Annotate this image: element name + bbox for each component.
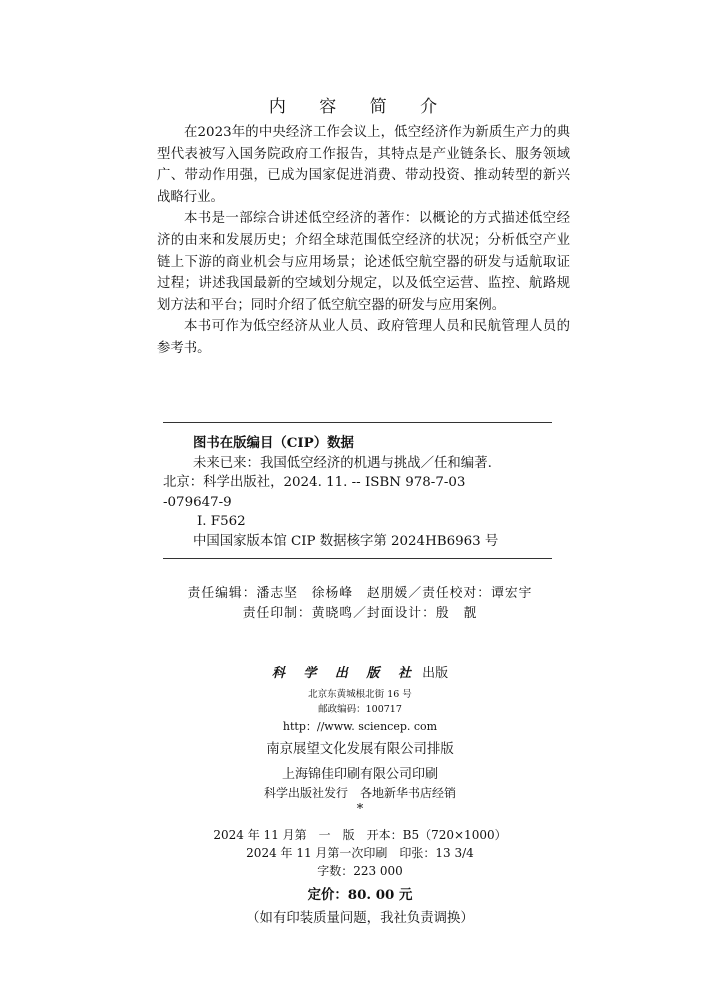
cip-title-line: 未来已来：我国低空经济的机遇与挑战／任和编著. <box>193 455 492 471</box>
separator-asterisk: * <box>356 802 364 817</box>
typesetter: 南京展望文化发展有限公司排版 <box>266 742 454 757</box>
cip-record-number: 中国国家版本馆 CIP 数据核字第 2024HB6963 号 <box>193 533 499 549</box>
page-title: 内 容 简 介 <box>268 97 452 117</box>
cip-bottom-rule <box>163 558 552 559</box>
distribution: 科学出版社发行 各地新华书店经销 <box>263 786 456 800</box>
publisher-block <box>0 665 720 801</box>
price: 定价：80. 00 元 <box>307 887 413 903</box>
edition-word-count: 字数：223 000 <box>317 864 403 878</box>
summary-paragraph-1: 在2023年的中央经济工作会议上，低空经济作为新质生产力的典型代表被写入国务院政府工作报告，其特点是产业链条长、服务领域广、带动作用强，已成为国家促进消费、带动投资、推动转型的新兴战略行业。 <box>157 125 570 205</box>
cip-isbn-continuation: -079647-9 <box>163 494 232 510</box>
cip-heading: 图书在版编目（CIP）数据 <box>193 435 354 451</box>
cip-publisher-line: 北京：科学出版社，2024. 11. -- ISBN 978-7-03 <box>163 475 466 491</box>
quality-notice: （如有印装质量问题，我社负责调换） <box>246 911 474 926</box>
publisher-logo: 科 学 出 版 社 <box>271 666 418 681</box>
edition-line-2: 2024 年 11 月第一次印刷 印张：13 3/4 <box>246 846 474 860</box>
summary-paragraph-2: 本书是一部综合讲述低空经济的著作：以概论的方式描述低空经济的由来和发展历史；介绍全球范围低空经济的状况；分析低空产业链上下游的商业机会与应用场景；论述低空航空器的研发与适航取证过程；讲述我国最新的空域划分规定，以及低空运营、监控、航路规划方法和平台；同时介绍了低空航空器的研发与应用案例。 <box>157 211 570 313</box>
publisher-address: 北京东黄城根北街 16 号 <box>308 689 412 700</box>
publisher-suffix: 出版 <box>422 666 449 681</box>
edition-line-1: 2024 年 11 月第 一 版 开本：B5（720×1000） <box>213 828 507 842</box>
staff-credits <box>0 584 720 624</box>
printer: 上海锦佳印刷有限公司印刷 <box>281 767 438 782</box>
cip-block <box>163 434 552 552</box>
cip-top-rule <box>163 422 552 423</box>
publisher-website: http：//www. sciencep. com <box>282 720 438 733</box>
edition-info <box>0 826 720 880</box>
content-summary <box>157 122 570 360</box>
staff-editors: 责任编辑：潘志坚 徐杨峰 赵朋媛／责任校对：谭宏宇 <box>187 586 533 601</box>
staff-production: 责任印制：黄晓鸣／封面设计：殷 靓 <box>242 606 478 621</box>
publisher-postcode: 邮政编码：100717 <box>318 704 402 715</box>
summary-paragraph-3: 本书可作为低空经济从业人员、政府管理人员和民航管理人员的参考书。 <box>157 319 570 356</box>
cip-classification: Ⅰ. F562 <box>197 514 246 530</box>
